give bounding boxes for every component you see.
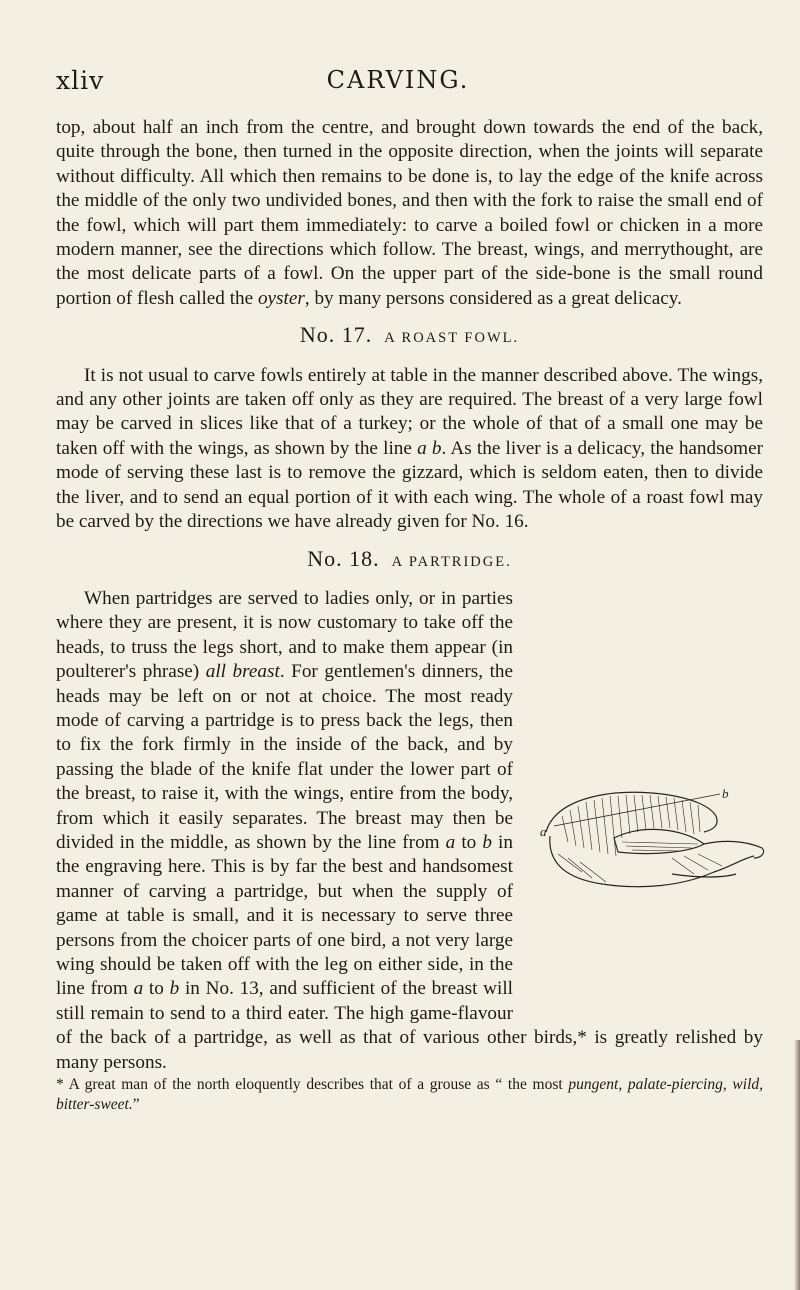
section-number: No. 18. [307,545,380,571]
section-heading-partridge [56,547,763,574]
section-title: A ROAST FOWL. [384,330,520,347]
engraving-wing [614,829,704,853]
engraving-hatching [562,795,700,856]
section-heading-roast-fowl [56,323,763,350]
section-title: A PARTRIDGE. [391,553,512,570]
footnote-quote: pungent, palate-piercing, wild, bitter-sweet. [56,1076,763,1114]
paragraph-roast-fowl: It is not usual to carve fowls entirely at table in the manner described above. The wings, and any other joints are taken off only as they are required. The breast of a very large fowl may be carved in slices like that of a turkey; or the whole of that of a small one may be taken off with the wings, as shown by the line a b. As the liver is a delicacy, the handsomer mode of serving these last is to remove the gizzard, which is seldom eaten, then to divide the liver, and to send an equal portion of it with each wing. The whole of a roast fowl may be carved by the directions we have already given for No. 16. [56,364,764,533]
engraving-body-outline [550,836,754,887]
term-oyster: oyster [257,287,305,309]
figure-label-b: b [722,786,729,801]
footnote: * A great man of the north eloquently describes that of a grouse as “ the most pungent, palate-piercing, wild, bitter-sweet.” [56,1076,763,1114]
paragraph-partridge: When partridges are served to ladies only, or in parties where they are present, it is now customary to take off the heads, to truss the legs short, and to make them appear (in poulterer's phrase) all breast. For gentlemen's dinners, the heads may be left on or not at choice. The most ready mode of carving a partridge is to press back the legs, then to fix the fork firmly in the inside of the back, and by passing the blade of the knife flat under the lower part of the breast, to raise it, with the wings, entire from the body, from which it easily separates. The breast may then be divided in the middle, as shown by the line from a to b in the engraving here. This is by far the best and handsomest manner of carving a partridge, but when the supply of game at table is small, and it is necessary to serve three persons from the choicer parts of one bird, a not very large wing should be taken off with the leg on either side, in the line from a to b in No. 13, and sufficient of the breast will still remain to send to a third eater. The high game-flavour of the back of a partridge, as well as that of various other birds,* is greatly relished by many persons. [56,587,763,1073]
page-body [56,116,763,1115]
partridge-engraving [522,786,778,898]
term-all-breast: all breast [205,661,280,683]
page-header [56,66,740,100]
page-number: xliv [56,66,105,95]
running-head: CARVING. [326,66,470,94]
engraving-leg [704,841,764,858]
figure-label-a: a [540,824,547,839]
section-number: No. 17. [299,322,373,348]
paragraph-carving-fowl: top, about half an inch from the centre, and brought down towards the end of the back, quite through the bone, then turned in the opposite direction, when the joints will separate without difficulty. All which then remains to be done is, to lay the edge of the knife across the middle of the only two undivided bones, and then with the fork to raise the small end of the fowl, which will part them immediately: to carve a boiled fowl or chicken in a more modern manner, see the directions which follow. The breast, wings, and merrythought, are the most delicate parts of a fowl. On the upper part of the side-bone is the small round portion of flesh called the oyster, by many persons considered as a great delicacy. [56,117,763,309]
page-edge-shadow [794,1040,800,1290]
line-ab: a b [417,437,442,459]
